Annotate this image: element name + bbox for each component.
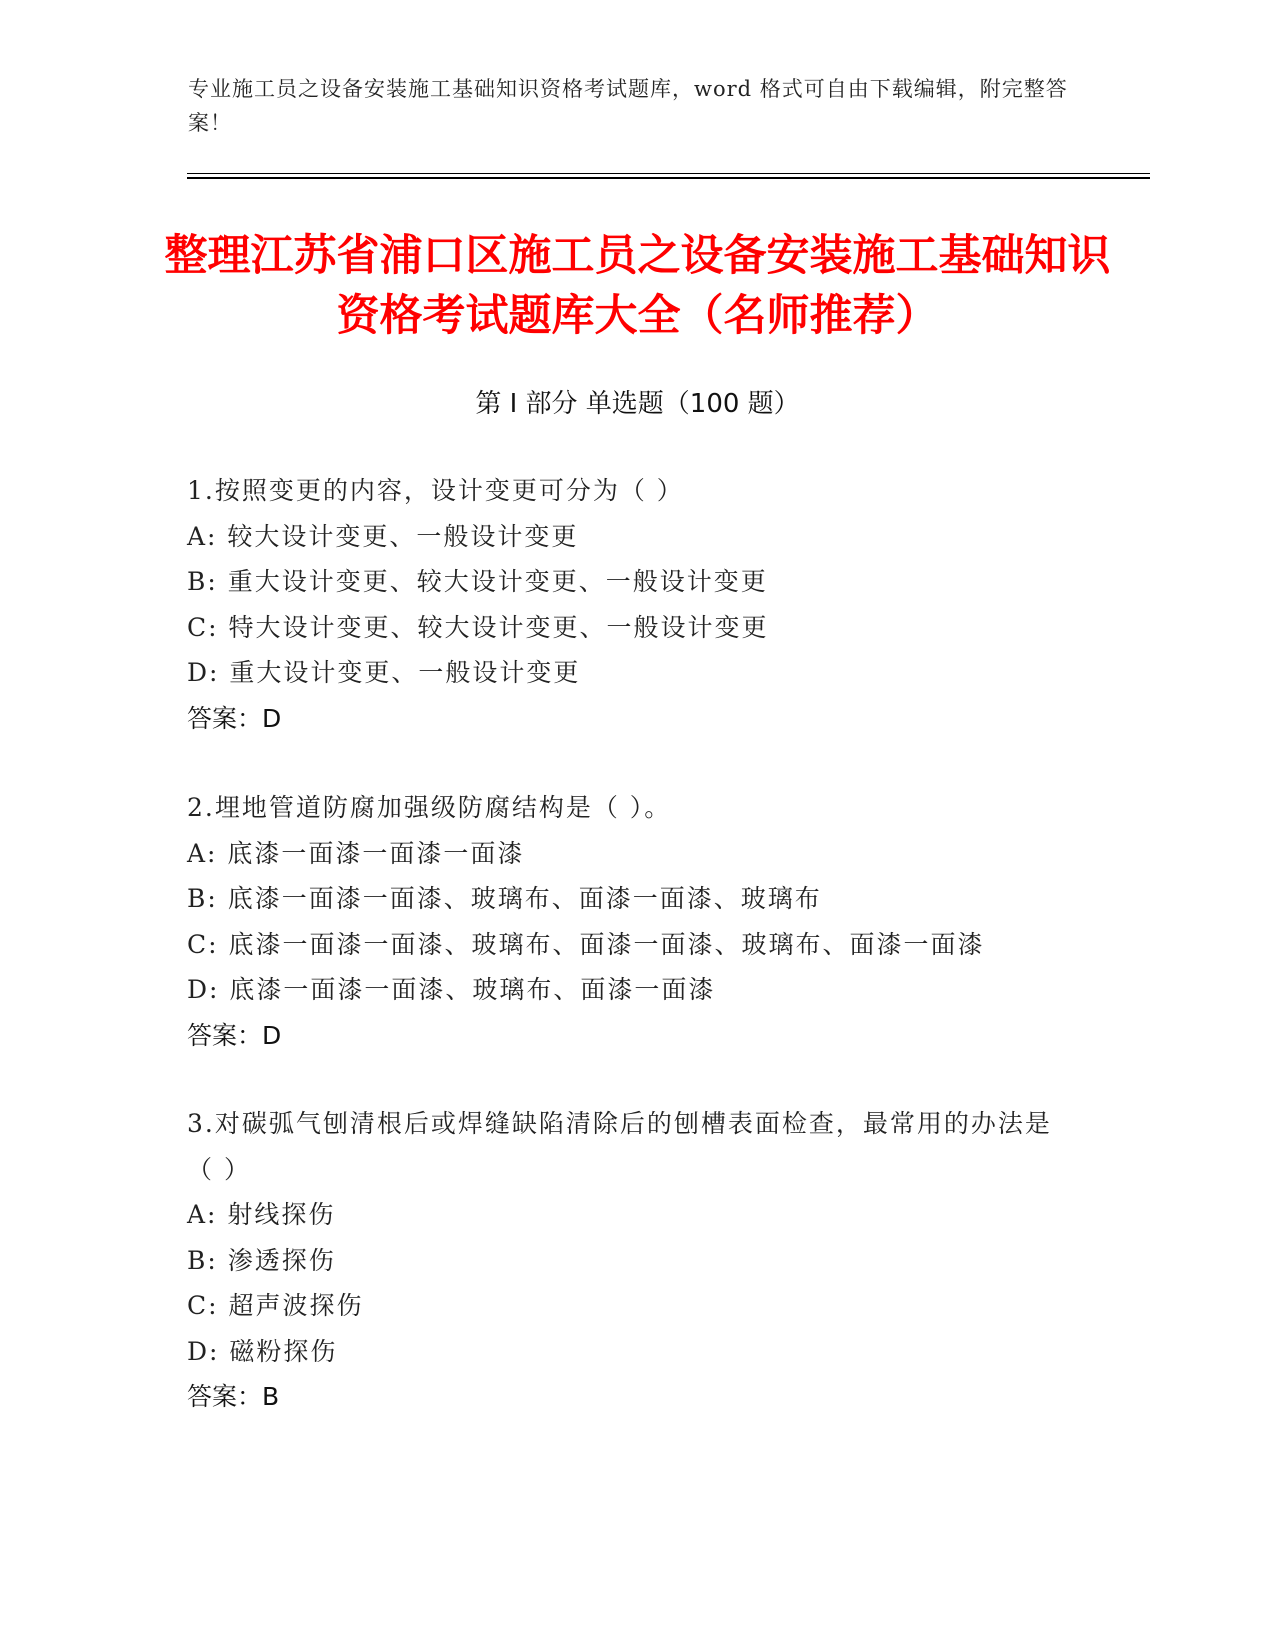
option-d: D: 重大设计变更、一般设计变更: [187, 658, 581, 687]
header-note: 专业施工员之设备安装施工基础知识资格考试题库，word 格式可自由下载编辑，附完整答案！: [188, 77, 1068, 135]
option-b: B: 重大设计变更、较大设计变更、一般设计变更: [187, 567, 768, 596]
option-c: C: 特大设计变更、较大设计变更、一般设计变更: [187, 612, 769, 642]
option-c: C: 超声波探伤: [187, 1291, 364, 1320]
option-b: B: 渗透探伤: [187, 1245, 336, 1275]
header-divider-thin: [187, 173, 1150, 174]
question-3: [187, 1101, 1087, 1420]
option-a: A: 较大设计变更、一般设计变更: [187, 521, 579, 551]
answer: 答案：D: [187, 703, 282, 733]
question-stem: 2.埋地管道防腐加强级防腐结构是（ ）。: [187, 793, 672, 822]
question-2: [187, 785, 1087, 1058]
option-d: D: 底漆一面漆一面漆、玻璃布、面漆一面漆: [187, 975, 716, 1004]
option-c: C: 底漆一面漆一面漆、玻璃布、面漆一面漆、玻璃布、面漆一面漆: [187, 929, 985, 959]
question-stem: 3.对碳弧气刨清根后或焊缝缺陷清除后的刨槽表面检查，最常用的办法是（ ）: [187, 1109, 1052, 1184]
option-a: A: 射线探伤: [187, 1200, 336, 1229]
option-b: B: 底漆一面漆一面漆、玻璃布、面漆一面漆、玻璃布: [187, 884, 822, 913]
question-1: [187, 468, 1087, 741]
section-heading: 第 I 部分 单选题（100 题）: [475, 389, 800, 419]
option-a: A: 底漆一面漆一面漆一面漆: [187, 838, 525, 868]
option-d: D: 磁粉探伤: [187, 1336, 338, 1366]
answer: 答案：B: [187, 1382, 280, 1411]
document-title: 整理江苏省浦口区施工员之设备安装施工基础知识资格考试题库大全（名师推荐）: [164, 231, 1111, 341]
answer: 答案：D: [187, 1020, 282, 1050]
header-divider-thick: [187, 177, 1150, 179]
question-stem: 1.按照变更的内容，设计变更可分为（ ）: [187, 476, 684, 505]
